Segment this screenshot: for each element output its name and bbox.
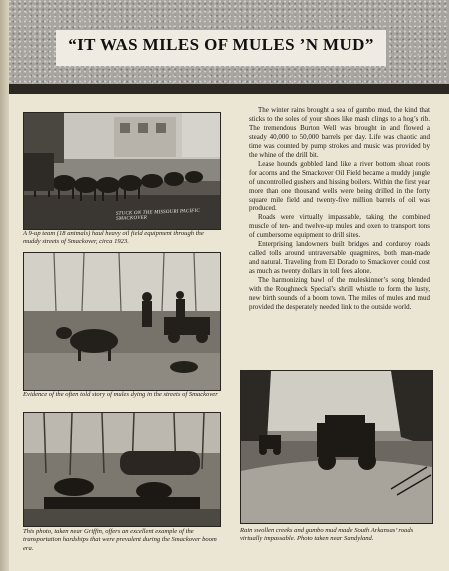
page-binding-edge	[0, 0, 9, 571]
article-paragraph: Lease hounds gobbled land like a river bottom shoat roots for acorns and the Smackover Oil Field became a muddy jungle of uncontrolled gushers and hissing boilers. Within the first year more than one thousand wells were being drilled in the forty square mile field and twenty-five million barrels of oil was produced.	[249, 159, 430, 213]
photo-caption: Evidence of the often told story of mules dying in the streets of Smackover	[23, 391, 218, 398]
photo-caption: Rain swollen creeks and gumbo mud made South Arkansas’ roads virtually impassable. Photo taken near Sandyland.	[240, 527, 414, 543]
photo-sandyland-road	[240, 370, 433, 524]
photo-caption: This photo, taken near Griffin, offers an excellent example of the transportation hardships that were prevalent during the Smackover boom era.	[23, 528, 217, 552]
page-title: “IT WAS MILES OF MULES ’N MUD”	[68, 35, 374, 54]
photo-mules-dying	[23, 252, 221, 391]
article-paragraph: The winter rains brought a sea of gumbo mud, the kind that sticks to the soles of your shoes like mash clings to a hog’s rib. The tremendous Burton Well was brought in and flowed a steady 40,000 to 50,000 barrels per day. Life was chaotic and time was counted by pump strokes and music was provided by the whine of the drill bit.	[249, 106, 430, 159]
photo-caption: A 9-up team (18 animals) haul heavy oil field equipment through the muddy streets of Smackover, circa 1923.	[23, 230, 204, 246]
photo-inscription: STUCK ON THE MISSOURI PACIFIC SMACKOVER	[115, 208, 201, 222]
article-paragraph: Roads were virtually impassable, taking the combined muscle of ten- and twelve-up mules and oxen to transport tons of cumbersome equipment to drill sites.	[249, 213, 430, 240]
article-paragraph: The harmonizing bawl of the muleskinner’s song blended with the Roughneck Special’s shrill whistle to form the lusty, new birth sounds of a boom town. The miles of mules and mud provided the desperately needed link to the outside world.	[249, 276, 430, 311]
article-paragraph: Enterprising landowners built bridges and corduroy roads called tolls around untraversable quagmires, both man-made and natural. Traveling from El Dorado to Smackover could cost as much as twenty dollars in toll fees alone.	[249, 240, 430, 276]
header-rule	[9, 84, 449, 94]
article-body	[249, 106, 430, 312]
photo-griffin-transport	[23, 412, 221, 527]
